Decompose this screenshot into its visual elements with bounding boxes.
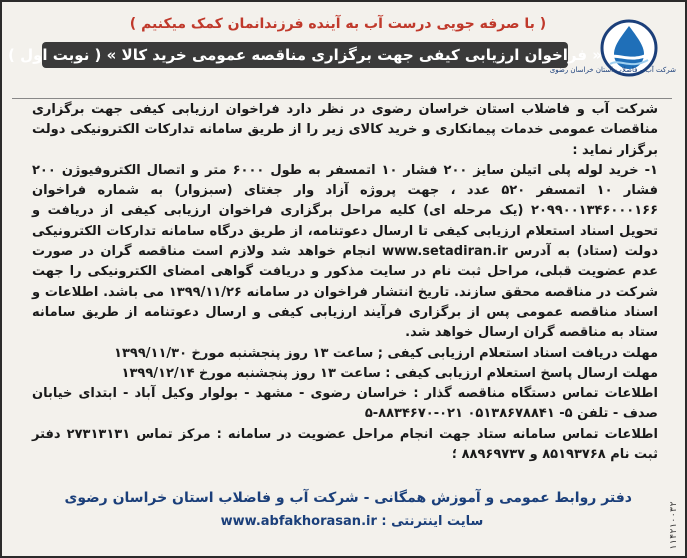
title-banner: [8, 42, 602, 68]
divider: [12, 98, 672, 99]
item-1-continued: انجام خواهد شد ولازم است مناقصه گران در صورت عدم عضویت قبلی، مراحل ثبت نام در سایت مذکور و دریافت گواهی امضای الکترونیکی را جهت شرکت در مناقصه محقق سازند. تاریخ انتشار فراخوان در سامانه ۱۳۹۹/۱۱/۲۶ می باشد. اطلاعات و اسناد مناقصه عمومی پس از برگزاری فرآیند ارزیابی کیفی و ارسال دعوتنامه از طریق سامانه ستاد به مناقصه گران ارسال خواهد شد.: [32, 244, 658, 341]
intro-paragraph: شرکت آب و فاضلاب استان خراسان رضوی در نظر دارد فراخوان ارزیابی کیفی جهت برگزاری مناقصات عمومی خدمات پیمانکاری و خرید کالای زیر را از طریق سامانه تدارکات الکترونیکی دولت برگزار نماید :: [32, 102, 658, 158]
announcement-body: [32, 100, 658, 465]
logo-caption: شرکت آب و فاضلاب استان خراسان رضوی: [549, 66, 676, 74]
item-1-paragraph: [32, 161, 658, 344]
deadline-send: مهلت ارسال پاسخ استعلام ارزیابی کیفی : ساعت ۱۳ روز پنجشنبه مورخ ۱۳۹۹/۱۲/۱۴: [121, 365, 658, 381]
tagline: ( با صرفه جویی درست آب به آینده فرزندانمان کمک میکنیم ): [129, 16, 547, 32]
footer-website: [72, 514, 632, 529]
item-1-text: ۱- خرید لوله پلی اتیلن سایز ۲۰۰ فشار ۱۰ اتمسفر به طول ۶۰۰۰ متر و اتصال الکتروفیوژن ۲۰۰ فشار ۱۰ اتمسفر ۵۲۰ عدد ، جهت پروژه آزاد وار جغتای (سبزوار) به شماره فراخوان ۲۰۹۹۰۰۱۳۴۶۰۰۰۱۶۶ (یک مرحله ای) کلیه مراحل برگزاری فراخوان ارزیابی کیفی از دریافت و تحویل اسناد استعلام ارزیابی کیفی تا ارسال دعوتنامه، از طریق درگاه سامانه تدارکات الکترونیکی دولت (ستاد) به آدرس: [32, 162, 659, 260]
website-link[interactable]: www.abfakhorasan.ir: [220, 514, 377, 529]
setad-url-link[interactable]: www.setadiran.ir: [382, 244, 508, 260]
side-code: ۱۱۴۲۱۰۰۳۲: [669, 501, 679, 550]
website-label: سایت اینترنتی :: [381, 514, 484, 529]
tender-contact: اطلاعات تماس دستگاه مناقصه گذار : خراسان رضوی - مشهد - بولوار وکیل آباد - ابتدای خیابان صدف - تلفن ۵- ۰۵۱۳۸۶۷۸۸۴۱ ۰۲۱-۸۸۳۴۶۷۰-۵: [32, 386, 658, 422]
header: [6, 6, 682, 94]
page-title: « فراخوان ارزیابی کیفی جهت برگزاری مناقصه عمومی خرید کالا » ( نوبت اول ): [8, 46, 602, 64]
footer-organization: دفتر روابط عمومی و آموزش همگانی - شرکت آب و فاضلاب استان خراسان رضوی: [64, 490, 632, 506]
deadline-receive: مهلت دریافت اسناد استعلام ارزیابی کیفی ; ساعت ۱۳ روز پنجشنبه مورخ ۱۳۹۹/۱۱/۳۰: [114, 345, 658, 361]
water-drop-logo-icon: [549, 18, 676, 92]
setad-contact: اطلاعات تماس سامانه ستاد جهت انجام مراحل عضویت در سامانه : مرکز تماس ۲۷۳۱۳۱۳۱ دفتر ثبت نام ۸۵۱۹۳۷۶۸ و ۸۸۹۶۹۷۳۷ ؛: [32, 426, 658, 463]
